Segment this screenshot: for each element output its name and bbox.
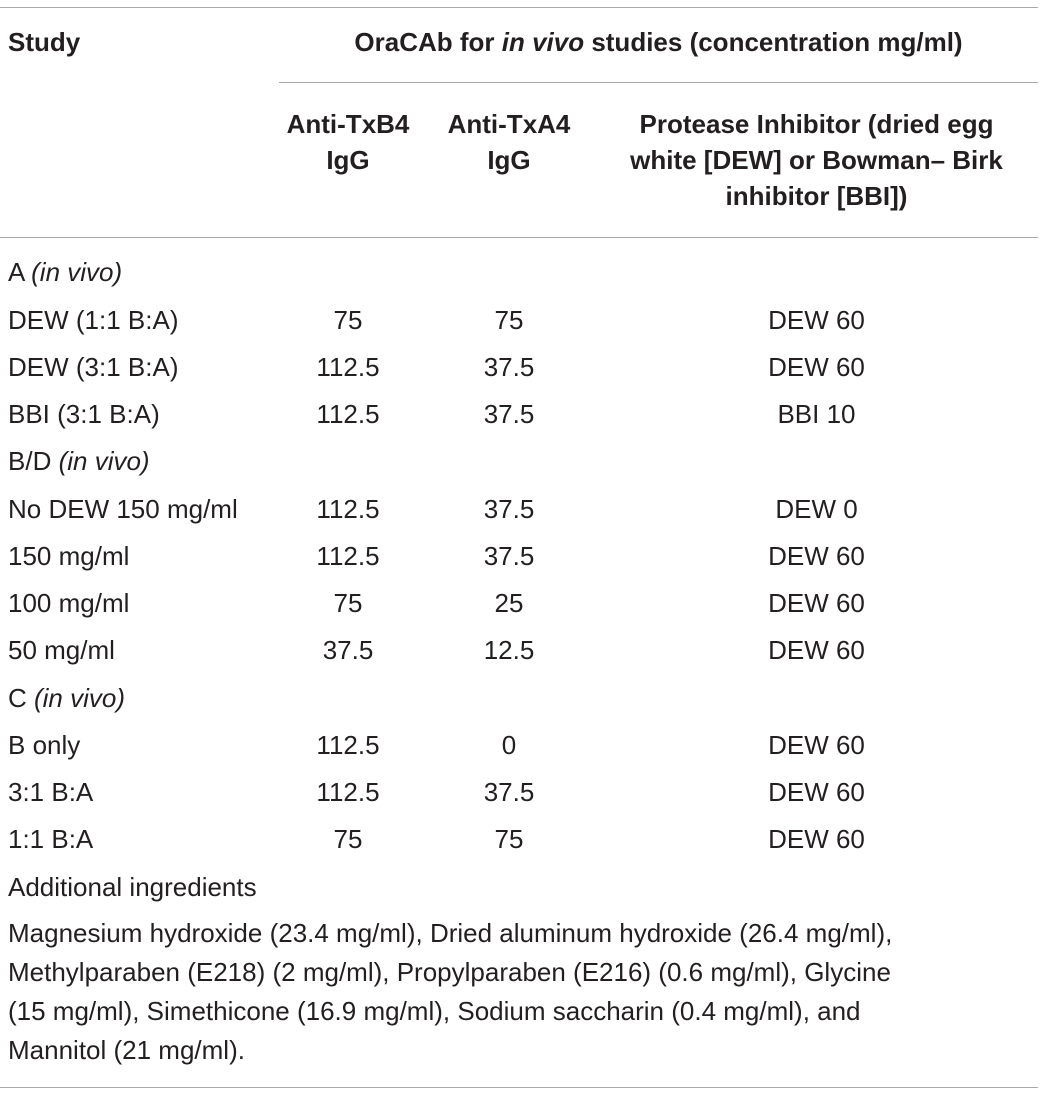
- section-a-letter: A: [8, 257, 32, 287]
- section-c-label: [8, 675, 125, 722]
- row-7-inhibitor: DEW 60: [768, 730, 865, 760]
- row-5-study: 100 mg/ml: [8, 588, 130, 618]
- section-c-tag: (in vivo): [34, 683, 126, 713]
- row-9-txa4: 75: [494, 824, 524, 854]
- header-col-inhibitor-line1: Protease Inhibitor (dried egg: [639, 109, 994, 139]
- header-rule: [0, 237, 1038, 238]
- row-6-inhibitor: DEW 60: [768, 635, 865, 665]
- row-2-inhibitor: BBI 10: [777, 399, 856, 429]
- header-col-txa4-line2: IgG: [487, 145, 531, 175]
- header-col-txb4-line1: Anti-TxB4: [286, 109, 410, 139]
- section-b-tag: (in vivo): [58, 446, 150, 476]
- row-2-study: BBI (3:1 B:A): [8, 399, 160, 429]
- footer-title: Additional ingredients: [8, 872, 257, 902]
- row-9-study: 1:1 B:A: [8, 824, 94, 854]
- header-group-italic: in vivo: [501, 27, 585, 57]
- row-1-study: DEW (3:1 B:A): [8, 352, 179, 382]
- section-b-label: [8, 438, 150, 485]
- footer-line-1: Magnesium hydroxide (23.4 mg/ml), Dried aluminum hydroxide (26.4 mg/ml),: [8, 918, 893, 948]
- group-rule: [279, 82, 1038, 83]
- row-1-txb4: 112.5: [316, 352, 380, 382]
- header-group-prefix: OraCAb for: [354, 27, 502, 57]
- row-9-txb4: 75: [333, 824, 363, 854]
- header-col-inhibitor: [595, 106, 1038, 214]
- section-a-label: [8, 249, 122, 296]
- row-6-study: 50 mg/ml: [8, 635, 115, 665]
- row-5-txa4: 25: [494, 588, 524, 618]
- row-3-txb4: 112.5: [316, 494, 380, 524]
- row-8-inhibitor: DEW 60: [768, 777, 865, 807]
- row-4-inhibitor: DEW 60: [768, 541, 865, 571]
- header-group-suffix: studies (concentration mg/ml): [584, 27, 963, 57]
- section-c-letter: C: [8, 683, 34, 713]
- footer-ingredients: [8, 914, 1033, 1070]
- row-7-txa4: 0: [501, 730, 517, 760]
- row-0-txa4: 75: [494, 305, 524, 335]
- header-group: [279, 24, 1038, 60]
- header-col-inhibitor-line3: inhibitor [BBI]): [725, 181, 908, 211]
- row-5-txb4: 75: [333, 588, 363, 618]
- row-4-txb4: 112.5: [316, 541, 380, 571]
- row-6-txa4: 12.5: [483, 635, 535, 665]
- row-5-inhibitor: DEW 60: [768, 588, 865, 618]
- row-7-txb4: 112.5: [316, 730, 380, 760]
- header-col-txa4: [429, 106, 589, 178]
- header-col-inhibitor-line2: white [DEW] or Bowman– Birk: [630, 145, 1003, 175]
- header-col-txb4: [268, 106, 428, 178]
- row-8-txb4: 112.5: [316, 777, 380, 807]
- row-7-study: B only: [8, 730, 81, 760]
- row-3-study: No DEW 150 mg/ml: [8, 494, 238, 524]
- header-col-txb4-line2: IgG: [326, 145, 370, 175]
- row-9-inhibitor: DEW 60: [768, 824, 865, 854]
- row-1-txa4: 37.5: [483, 352, 535, 382]
- row-3-txa4: 37.5: [483, 494, 535, 524]
- row-4-study: 150 mg/ml: [8, 541, 130, 571]
- header-col-txa4-line1: Anti-TxA4: [447, 109, 571, 139]
- footer-line-3: (15 mg/ml), Simethicone (16.9 mg/ml), Sodium saccharin (0.4 mg/ml), and: [8, 996, 861, 1026]
- row-8-study: 3:1 B:A: [8, 777, 94, 807]
- row-0-study: DEW (1:1 B:A): [8, 305, 179, 335]
- row-0-inhibitor: DEW 60: [768, 305, 865, 335]
- row-3-inhibitor: DEW 0: [775, 494, 858, 524]
- row-6-txb4: 37.5: [322, 635, 374, 665]
- section-b-letter: B/D: [8, 446, 59, 476]
- row-8-txa4: 37.5: [483, 777, 535, 807]
- row-1-inhibitor: DEW 60: [768, 352, 865, 382]
- row-0-txb4: 75: [333, 305, 363, 335]
- footer-line-4: Mannitol (21 mg/ml).: [8, 1035, 245, 1065]
- row-2-txa4: 37.5: [483, 399, 535, 429]
- top-rule: [0, 7, 1038, 8]
- header-study: Study: [8, 27, 81, 57]
- section-a-tag: (in vivo): [31, 257, 123, 287]
- bottom-rule: [0, 1087, 1038, 1088]
- footer-line-2: Methylparaben (E218) (2 mg/ml), Propylparaben (E216) (0.6 mg/ml), Glycine: [8, 957, 891, 987]
- row-2-txb4: 112.5: [316, 399, 380, 429]
- row-4-txa4: 37.5: [483, 541, 535, 571]
